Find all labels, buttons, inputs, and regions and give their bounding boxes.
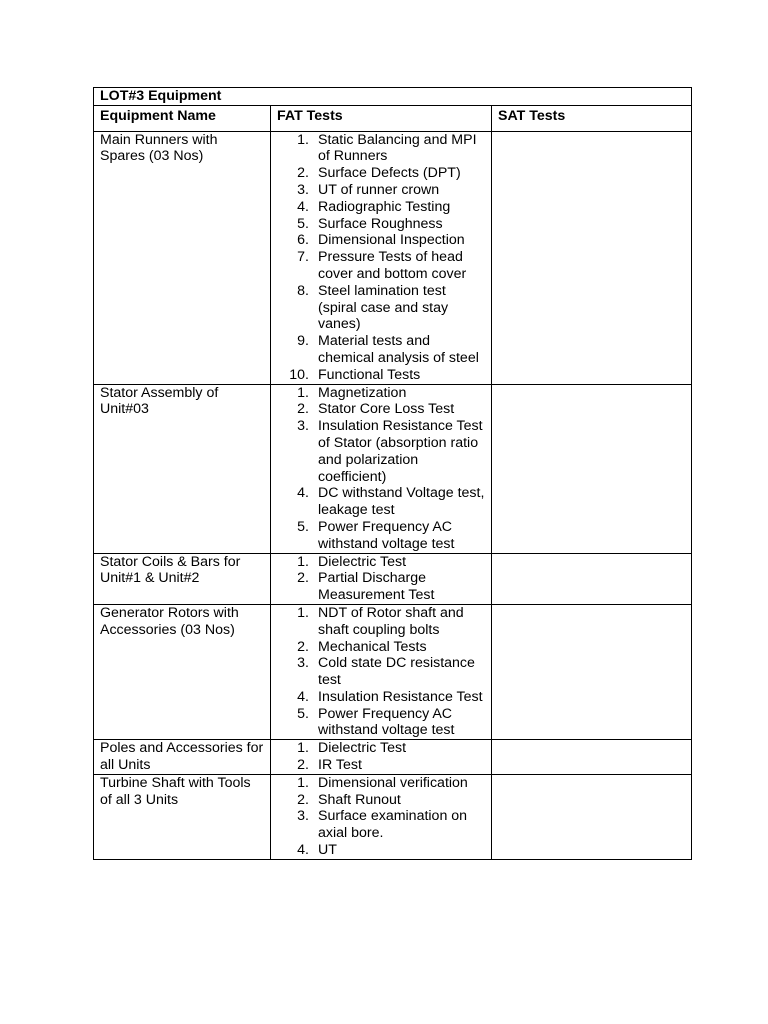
fat-test-item [277, 401, 485, 418]
list-number: 4. [297, 688, 309, 705]
fat-test-item [277, 706, 485, 740]
header-equipment-name: Equipment Name [94, 105, 271, 131]
list-number: 1. [297, 740, 309, 757]
list-number: 3. [297, 418, 309, 435]
list-number: 10. [289, 366, 309, 383]
header-row [94, 105, 692, 131]
fat-test-item [277, 775, 485, 792]
fat-test-item [277, 519, 485, 553]
fat-test-label: UT [318, 842, 337, 859]
fat-test-label: NDT of Rotor shaft and shaft coupling bolts [318, 604, 464, 638]
fat-test-label: Pressure Tests of head cover and bottom cover [318, 249, 467, 282]
list-number: 1. [297, 553, 309, 570]
fat-test-item [277, 605, 485, 639]
list-number: 1. [297, 774, 309, 791]
fat-test-label: Dimensional Inspection [318, 232, 465, 249]
table-row [94, 553, 692, 604]
fat-test-item [277, 367, 485, 384]
fat-test-list [277, 605, 485, 739]
fat-test-item [277, 165, 485, 182]
fat-test-list [277, 740, 485, 774]
table-title: LOT#3 Equipment [94, 88, 692, 106]
fat-tests-cell [271, 774, 492, 859]
fat-tests-cell [271, 131, 492, 384]
fat-tests-cell [271, 740, 492, 775]
fat-test-label: Insulation Resistance Test [318, 688, 483, 705]
fat-test-label: Shaft Runout [318, 791, 401, 808]
fat-test-item [277, 639, 485, 656]
fat-test-label: IR Test [318, 757, 362, 774]
fat-test-item [277, 655, 485, 689]
fat-test-label: Surface Roughness [318, 215, 443, 232]
fat-test-item [277, 249, 485, 283]
fat-test-label: DC withstand Voltage test, leakage test [318, 485, 485, 519]
equipment-name-cell: Stator Coils & Bars for Unit#1 & Unit#2 [94, 553, 271, 604]
sat-tests-cell [492, 131, 692, 384]
sat-tests-cell [492, 774, 692, 859]
fat-test-item [277, 740, 485, 757]
fat-test-item [277, 385, 485, 402]
fat-test-label: Partial Discharge Measurement Test [318, 570, 435, 604]
sat-tests-cell [492, 553, 692, 604]
fat-test-label: Material tests and chemical analysis of steel [318, 333, 479, 366]
list-number: 2. [297, 401, 309, 418]
fat-test-label: Surface examination on axial bore. [318, 808, 468, 842]
equipment-name-cell: Poles and Accessories for all Units [94, 740, 271, 775]
fat-test-item [277, 199, 485, 216]
header-sat-tests: SAT Tests [492, 105, 692, 131]
fat-test-item [277, 283, 485, 333]
fat-test-label: Stator Core Loss Test [318, 401, 455, 418]
fat-test-label: Power Frequency AC withstand voltage test [318, 518, 455, 552]
fat-test-label: Surface Defects (DPT) [318, 165, 461, 182]
fat-test-label: Cold state DC resistance test [318, 655, 475, 689]
fat-test-label: Magnetization [318, 384, 407, 401]
fat-test-label: Power Frequency AC withstand voltage test [318, 705, 455, 739]
list-number: 1. [297, 604, 309, 621]
table-row [94, 740, 692, 775]
fat-test-list [277, 132, 485, 384]
list-number: 4. [297, 198, 309, 215]
list-number: 2. [297, 757, 309, 774]
fat-test-item [277, 554, 485, 571]
fat-test-label: Dielectric Test [318, 553, 407, 570]
fat-test-list [277, 554, 485, 604]
list-number: 2. [297, 638, 309, 655]
fat-test-item [277, 232, 485, 249]
fat-test-label: Dielectric Test [318, 740, 407, 757]
fat-test-item [277, 808, 485, 842]
fat-test-item [277, 689, 485, 706]
fat-tests-cell [271, 553, 492, 604]
equipment-name-cell: Turbine Shaft with Tools of all 3 Units [94, 774, 271, 859]
list-number: 3. [297, 181, 309, 198]
equipment-name-cell: Main Runners with Spares (03 Nos) [94, 131, 271, 384]
title-row [94, 88, 692, 106]
table-row [94, 774, 692, 859]
fat-test-label: Steel lamination test (spiral case and stay vanes) [318, 282, 449, 333]
fat-test-label: Mechanical Tests [318, 638, 427, 655]
fat-test-label: UT of runner crown [318, 181, 440, 198]
list-number: 4. [297, 842, 309, 859]
list-number: 2. [297, 165, 309, 182]
fat-test-item [277, 216, 485, 233]
table-row [94, 131, 692, 384]
list-number: 5. [297, 215, 309, 232]
fat-test-item [277, 485, 485, 519]
list-number: 3. [297, 808, 309, 825]
fat-test-item [277, 570, 485, 604]
equipment-name-cell: Stator Assembly of Unit#03 [94, 384, 271, 553]
list-number: 5. [297, 705, 309, 722]
list-number: 2. [297, 570, 309, 587]
header-fat-tests: FAT Tests [271, 105, 492, 131]
fat-tests-cell [271, 604, 492, 739]
list-number: 8. [297, 282, 309, 299]
sat-tests-cell [492, 740, 692, 775]
fat-test-label: Insulation Resistance Test of Stator (absorption ratio and polarization coefficient) [318, 418, 483, 485]
fat-test-item [277, 132, 485, 166]
sat-tests-cell [492, 604, 692, 739]
sat-tests-cell [492, 384, 692, 553]
fat-test-label: Functional Tests [318, 366, 421, 383]
fat-test-label: Dimensional verification [318, 774, 468, 791]
list-number: 2. [297, 791, 309, 808]
list-number: 3. [297, 655, 309, 672]
list-number: 1. [297, 131, 309, 148]
fat-tests-cell [271, 384, 492, 553]
fat-test-item [277, 792, 485, 809]
table-body [94, 88, 692, 860]
fat-test-list [277, 775, 485, 859]
fat-test-item [277, 842, 485, 859]
equipment-name-cell: Generator Rotors with Accessories (03 Nos) [94, 604, 271, 739]
fat-test-item [277, 182, 485, 199]
table-row [94, 384, 692, 553]
fat-test-list [277, 385, 485, 553]
list-number: 7. [297, 249, 309, 266]
equipment-test-table [93, 87, 692, 860]
table-row [94, 604, 692, 739]
list-number: 1. [297, 384, 309, 401]
fat-test-label: Radiographic Testing [318, 198, 451, 215]
fat-test-item [277, 333, 485, 367]
list-number: 6. [297, 232, 309, 249]
fat-test-item [277, 757, 485, 774]
fat-test-item [277, 418, 485, 485]
list-number: 4. [297, 485, 309, 502]
list-number: 9. [297, 333, 309, 350]
fat-test-label: Static Balancing and MPI of Runners [318, 131, 477, 165]
list-number: 5. [297, 518, 309, 535]
